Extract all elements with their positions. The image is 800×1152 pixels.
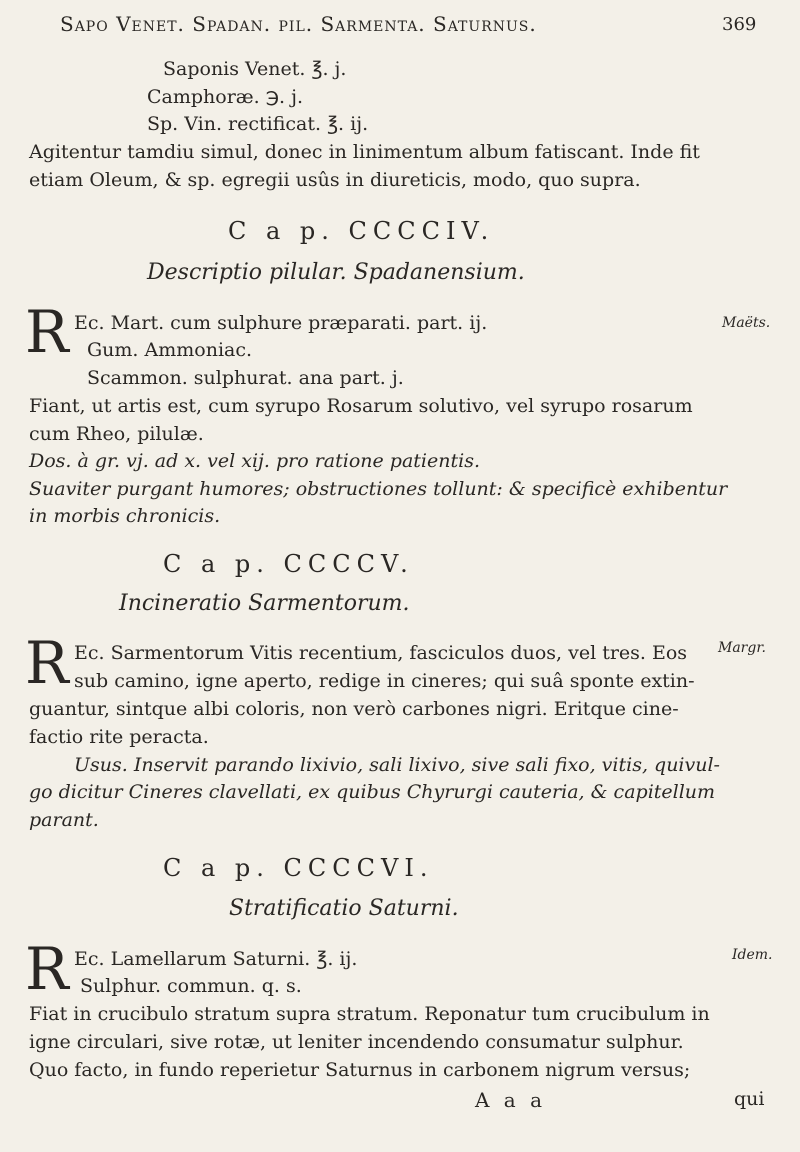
text-line: Fiat in crucibulo stratum supra stratum. Reponatur tum crucibulum in — [29, 1003, 710, 1025]
catchword: qui — [734, 1088, 765, 1110]
text-line: igne circulari, sive rotæ, ut leniter incendendo consumatur sulphur. — [29, 1031, 684, 1053]
chapter-title: Incineratio Sarmentorum. — [119, 591, 410, 616]
text-line: Sp. Vin. rectificat. ℥. ij. — [147, 113, 369, 135]
text-line: Usus. Inservit parando lixivio, sali lixivo, sive sali fixo, vitis, quivul- — [74, 754, 720, 776]
text-line: Suaviter purgant humores; obstructiones tollunt: & specificè exhibentur — [29, 478, 728, 500]
text-line: Ec. Mart. cum sulphure præparati. part. ij. — [74, 312, 488, 334]
chapter-heading: C a p. CCCCVI. — [163, 854, 434, 882]
page-number: 369 — [722, 14, 757, 35]
text-line: etiam Oleum, & sp. egregii usûs in diureticis, modo, quo supra. — [29, 169, 641, 191]
drop-initial: R — [25, 935, 69, 1003]
text-line: guantur, sintque albi coloris, non verò carbones nigri. Eritque cine- — [29, 698, 679, 720]
text-line: Fiant, ut artis est, cum syrupo Rosarum solutivo, vel syrupo rosarum — [29, 395, 693, 417]
text-line: parant. — [29, 809, 99, 831]
chapter-heading: C a p. CCCCV. — [163, 550, 414, 578]
drop-initial: R — [25, 629, 69, 697]
text-line: Ec. Lamellarum Saturni. ℥. ij. — [74, 948, 358, 970]
text-line: go dicitur Cineres clavellati, ex quibus Chyrurgi cauteria, & capitellum — [29, 781, 716, 803]
text-line: Scammon. sulphurat. ana part. j. — [87, 367, 404, 389]
text-line: in morbis chronicis. — [29, 505, 221, 527]
text-line: Camphoræ. ℈. j. — [147, 86, 304, 108]
chapter-heading: C a p. CCCCIV. — [228, 217, 495, 245]
text-line: Sulphur. commun. q. s. — [80, 975, 302, 997]
signature-mark: A a a — [475, 1088, 547, 1112]
text-line: Dos. à gr. vj. ad x. vel xij. pro ratione patientis. — [29, 450, 480, 472]
running-title: Sapo Venet. Spadan. pil. Sarmenta. Saturnus. — [60, 12, 537, 36]
text-line: Agitentur tamdiu simul, donec in linimentum album fatiscant. Inde fit — [29, 141, 700, 163]
text-line: Gum. Ammoniac. — [87, 339, 253, 361]
margin-note: Margr. — [718, 640, 766, 656]
text-line: cum Rheo, pilulæ. — [29, 423, 204, 445]
text-line: Ec. Sarmentorum Vitis recentium, fasciculos duos, vel tres. Eos — [74, 642, 688, 664]
text-line: sub camino, igne aperto, redige in cineres; qui suâ sponte extin- — [74, 670, 695, 692]
drop-initial: R — [25, 298, 69, 366]
text-line: Quo facto, in fundo reperietur Saturnus in carbonem nigrum versus; — [29, 1059, 691, 1081]
chapter-title: Stratificatio Saturni. — [229, 896, 459, 921]
margin-note: Idem. — [732, 947, 773, 963]
margin-note: Maëts. — [722, 315, 771, 331]
text-line: Saponis Venet. ℥. j. — [163, 58, 347, 80]
chapter-title: Descriptio pilular. Spadanensium. — [147, 260, 525, 285]
text-line: factio rite peracta. — [29, 726, 209, 748]
